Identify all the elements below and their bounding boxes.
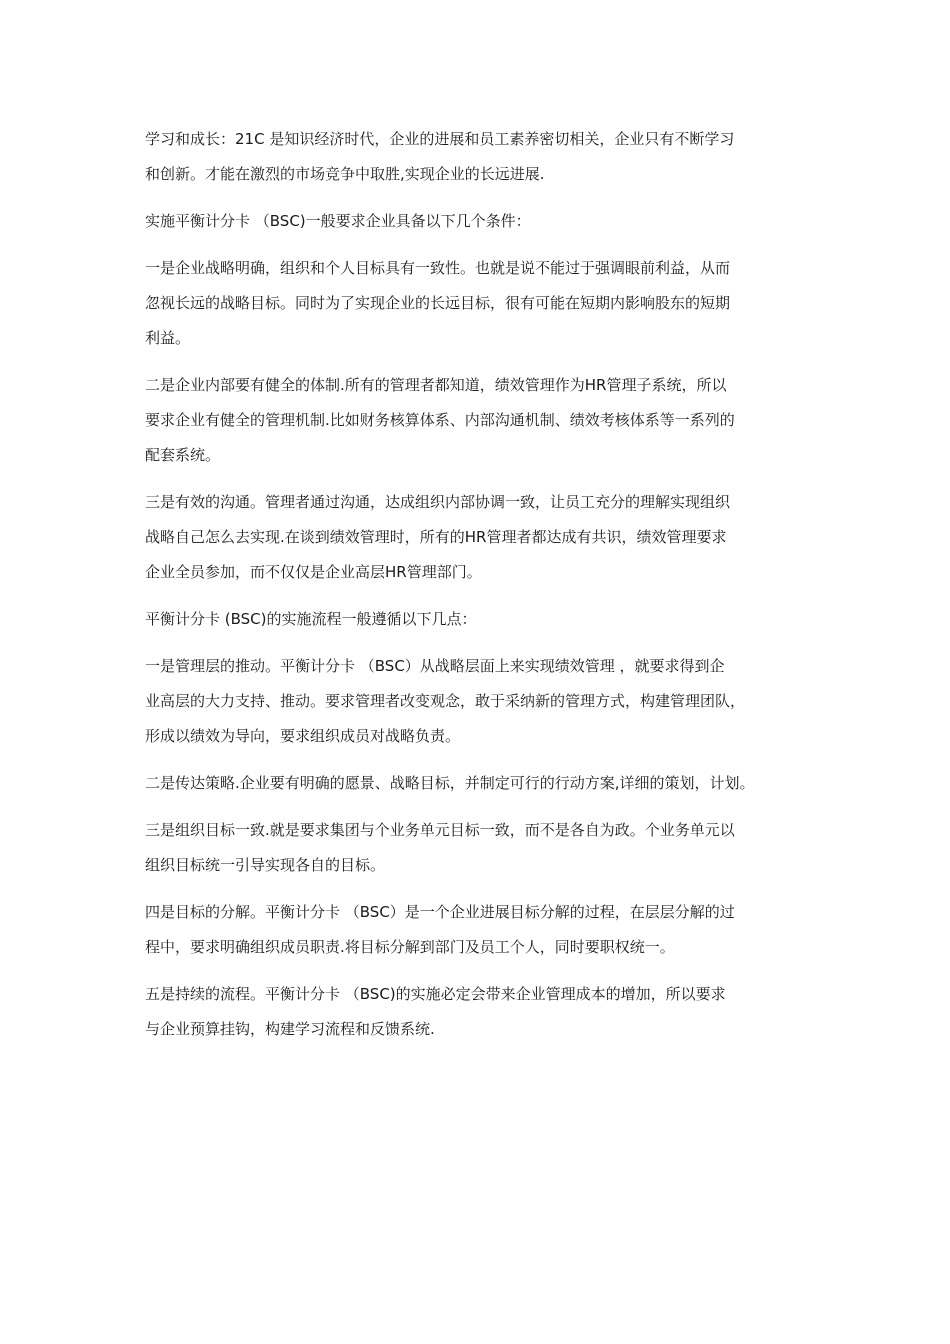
paragraph-condition-3 (145, 485, 825, 590)
paragraph-line: 二是企业内部要有健全的体制.所有的管理者都知道，绩效管理作为HR管理子系统，所以 (145, 376, 727, 394)
paragraph-line: 利益。 (145, 329, 191, 347)
paragraph-process-5 (145, 977, 825, 1047)
paragraph-line: 三是组织目标一致.就是要求集团与个业务单元目标一致，而不是各自为政。个业务单元以 (145, 821, 735, 839)
paragraph-line: 实施平衡计分卡 （BSC)一般要求企业具备以下几个条件： (145, 212, 531, 230)
paragraph-line: 组织目标统一引导实现各自的目标。 (145, 856, 386, 874)
paragraph-line: 学习和成长：21C 是知识经济时代，企业的进展和员工素养密切相关，企业只有不断学习 (145, 130, 735, 148)
paragraph-line: 战略自己怎么去实现.在谈到绩效管理时，所有的HR管理者都达成有共识，绩效管理要求 (145, 528, 727, 546)
paragraph-line: 平衡计分卡 (BSC)的实施流程一般遵循以下几点： (145, 610, 477, 628)
paragraph-line: 配套系统。 (145, 446, 221, 464)
paragraph-line: 一是企业战略明确，组织和个人目标具有一致性。也就是说不能过于强调眼前利益，从而 (145, 259, 731, 277)
paragraph-line: 忽视长远的战略目标。同时为了实现企业的长远目标，很有可能在短期内影响股东的短期 (145, 294, 731, 312)
paragraph-line: 二是传达策略.企业要有明确的愿景、战略目标，并制定可行的行动方案,详细的策划，计划。 (145, 774, 755, 792)
paragraph-process-4 (145, 895, 825, 965)
paragraph-condition-1 (145, 251, 825, 356)
paragraph-line: 要求企业有健全的管理机制.比如财务核算体系、内部沟通机制、绩效考核体系等一系列的 (145, 411, 735, 429)
paragraph-line: 程中，要求明确组织成员职责.将目标分解到部门及员工个人，同时要职权统一。 (145, 938, 675, 956)
paragraph-line: 形成以绩效为导向，要求组织成员对战略负责。 (145, 727, 461, 745)
paragraph-conditions-intro (145, 204, 825, 239)
document-body (145, 122, 825, 1059)
paragraph-line: 与企业预算挂钩，构建学习流程和反馈系统. (145, 1020, 435, 1038)
paragraph-line: 和创新。才能在激烈的市场竞争中取胜,实现企业的长远进展. (145, 165, 545, 183)
paragraph-process-3 (145, 813, 825, 883)
paragraph-line: 三是有效的沟通。管理者通过沟通，达成组织内部协调一致，让员工充分的理解实现组织 (145, 493, 731, 511)
paragraph-line: 五是持续的流程。平衡计分卡 （BSC)的实施必定会带来企业管理成本的增加，所以要求 (145, 985, 726, 1003)
paragraph-condition-2 (145, 368, 825, 473)
paragraph-line: 企业全员参加，而不仅仅是企业高层HR管理部门。 (145, 563, 482, 581)
paragraph-process-2 (145, 766, 825, 801)
paragraph-line: 四是目标的分解。平衡计分卡 （BSC）是一个企业进展目标分解的过程，在层层分解的过 (145, 903, 735, 921)
paragraph-process-intro (145, 602, 825, 637)
paragraph-line: 一是管理层的推动。平衡计分卡 （BSC）从战略层面上来实现绩效管理 ，就要求得到企 (145, 657, 725, 675)
paragraph-learning-growth (145, 122, 825, 192)
paragraph-line: 业高层的大力支持、推动。要求管理者改变观念，敢于采纳新的管理方式，构建管理团队， (145, 692, 746, 710)
paragraph-process-1 (145, 649, 825, 754)
